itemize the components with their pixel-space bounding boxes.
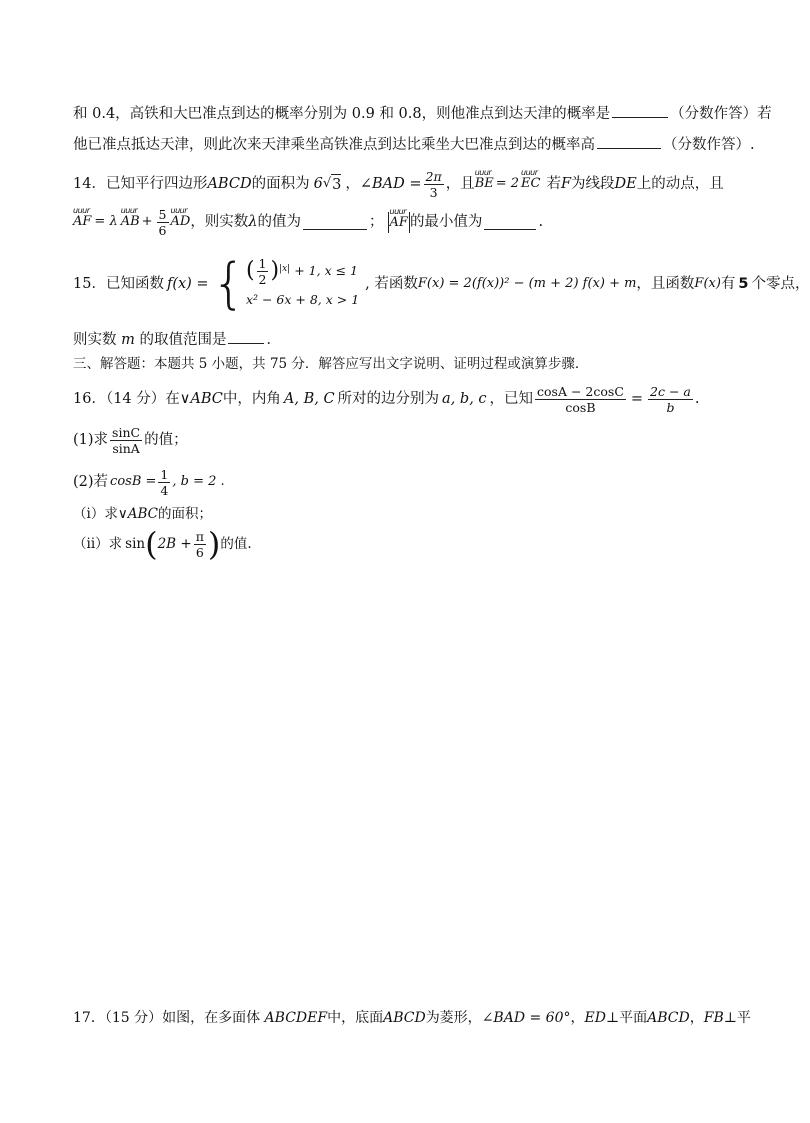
q16-lhs-num: cosA − 2cosC [537, 383, 624, 399]
answer-blank-q15[interactable] [228, 329, 264, 344]
q17-poly: ABCDEF [264, 1010, 328, 1026]
q15-F: F(x) [694, 276, 721, 291]
section-3-heading: 三、解答题：本题共 5 小题，共 75 分．解答应写出文字说明、证明过程或演算步骤． [73, 356, 589, 372]
question-15 [73, 252, 810, 316]
q16ii-rest: 的值. [220, 536, 252, 552]
q16-rhs-num: 2c − a [650, 383, 691, 399]
q16-sides: a, b, c [442, 391, 487, 407]
q15b-m: m [121, 332, 135, 348]
q17-mid: 中，底面 [327, 1010, 384, 1026]
case-2: x² − 6x + 8, x > 1 [245, 291, 360, 307]
vector-af: uuur AF [73, 212, 91, 232]
q16ii-num: π [195, 528, 204, 544]
q14-area-value: 6 [313, 176, 323, 192]
q16p2-num: 1 [160, 466, 169, 482]
q14-eq-lambda: = λ [94, 214, 118, 229]
question-15-line-2 [73, 329, 281, 350]
q15b-end: ． [266, 332, 281, 348]
q17-fb: FB [703, 1010, 724, 1026]
sqrt-symbol: √ [322, 176, 332, 191]
q16p1-fraction [110, 425, 142, 456]
question-16 [73, 379, 699, 419]
q14-angle-num: 2π [425, 168, 442, 184]
q16-sides-text: 所对的边分别为 [337, 391, 440, 407]
q16-angles: A, B, C [283, 391, 335, 407]
case1-num: 1 [258, 255, 267, 271]
q16ii-fraction [194, 529, 206, 560]
q16i-label: （i）求∨ [73, 506, 128, 522]
q17-ed: ED [584, 1010, 606, 1026]
q16ii-sin: sin [125, 536, 146, 552]
question-16-sub-i [73, 504, 212, 524]
q16p2-cos: cosB = [110, 474, 157, 489]
q17-c2: ， [689, 1010, 704, 1026]
q16p2-label: (2)若 [73, 474, 109, 490]
q16i-rest: 的面积； [157, 506, 212, 522]
q15-zeros-a: 有 [720, 276, 736, 292]
q14-point-f: F [560, 176, 572, 192]
q16ii-label: （ii）求 [73, 536, 123, 552]
q14-end: . [538, 214, 544, 230]
q14-minval: 的最小值为 [409, 214, 483, 230]
q14-angle-fraction [424, 169, 444, 200]
q14-coef-den: 6 [158, 222, 167, 238]
q14-de: DE [614, 176, 637, 192]
q16p1-den: sinA [112, 440, 140, 456]
q17-angle: ∠BAD = 60° [481, 1010, 571, 1026]
line1-tail: （分数作答）若 [670, 106, 772, 122]
piecewise-cases [246, 256, 359, 313]
q17-abcd2: ABCD [647, 1010, 690, 1026]
case1-den: 2 [258, 271, 267, 287]
vector-be: uuur BE [475, 174, 494, 194]
q14-abcd: ABCD [207, 176, 252, 192]
q16-end: . [694, 391, 700, 407]
abs-af [388, 212, 410, 233]
vector-af-abs: uuur AF [390, 213, 408, 233]
q14-semi: ； [369, 214, 384, 230]
q14-moving: 上的动点，且 [636, 176, 724, 192]
q17-text: 17．（15 分）如图，在多面体 [73, 1010, 261, 1026]
q15-tail: ，且函数 [636, 276, 695, 292]
q14-angle: ∠BAD = [359, 176, 422, 192]
question-16-part-2 [73, 464, 225, 500]
q14-seg: 为线段 [571, 176, 615, 192]
question-16-part-1 [73, 422, 188, 458]
piecewise-brace: { [211, 252, 246, 315]
line2-tail: （分数作答）. [663, 137, 755, 153]
q16p1-label: (1)求 [73, 432, 109, 448]
q14-ruo: 若 [546, 176, 561, 192]
question-14-line-1: 14．已知平行四边形 ABCD 的面积为 6 √ 3 ， ∠BAD = $\frac{2\pi}{3}$ ，且 uuur BE = 2 uuur EC 若 F 为线段 DE 上的动点，且 [73, 166, 724, 202]
q14-and: ，且 [445, 176, 475, 192]
vector-ec: uuur EC [521, 174, 540, 194]
q15-zeros-n: 5 [738, 276, 749, 292]
q14-angle-den: 3 [429, 184, 438, 200]
q17-abcd: ABCD [383, 1010, 426, 1026]
q15-mid: , 若函数 [365, 276, 418, 292]
q16-lhs-fraction [535, 384, 626, 415]
q15-fx: f(x) = [166, 276, 209, 292]
answer-blank-q14-2[interactable] [484, 215, 536, 230]
q16-rhs-fraction [648, 384, 693, 415]
q17-perp2: ⊥平 [723, 1010, 751, 1026]
q16p2-fraction [158, 467, 170, 498]
question-14-line-2 [73, 204, 543, 240]
vector-ab: uuur AB [121, 212, 140, 232]
q17-rhombus: 为菱形， [425, 1010, 482, 1026]
line1-text: 和 0.4，高铁和大巴准点到达的概率分别为 0.9 和 0.8，则他准点到达天津的概率是 [73, 106, 611, 122]
q14-area-root: 3 [331, 174, 341, 195]
text-line-1 [73, 103, 772, 124]
q16-lhs-den: cosB [565, 399, 596, 415]
q14-coef-fraction [157, 207, 169, 238]
q16p1-rest: 的值； [144, 432, 188, 448]
q17-c1: ， [570, 1010, 585, 1026]
q16ii-den: 6 [195, 544, 204, 560]
q14-coef-num: 5 [158, 206, 167, 222]
q14-then: ，则实数 [190, 214, 249, 230]
case1-fraction [257, 256, 269, 287]
vector-ad: uuur AD [171, 212, 191, 232]
q16i-abc: ABC [127, 506, 158, 522]
q14-be-eq: = 2 [495, 176, 520, 191]
question-16-sub-ii: （ii）求 sin ( 2B + $\frac{\pi}{6}$ ) 的值. [73, 525, 252, 563]
q15b-text: 则实数 [73, 332, 117, 348]
q15-lead: 15．已知函数 [73, 276, 164, 292]
q15-Fx: F(x) = 2(f(x))² − (m + 2) f(x) + m [417, 276, 637, 291]
q16-rhs-den: b [666, 399, 675, 415]
text-line-2 [73, 134, 755, 155]
q14-area-text: 的面积为 [251, 176, 310, 192]
q14-lambda: λ [248, 214, 258, 230]
case1-rest: + 1, x ≤ 1 [294, 263, 358, 278]
q15b-rest: 的取值范围是 [139, 332, 227, 348]
q15-zeros-b: 个零点， [751, 276, 810, 292]
q16-mid: 中，内角 [222, 391, 281, 407]
answer-blank-2[interactable] [597, 134, 661, 149]
answer-blank-q14-1[interactable] [303, 215, 367, 230]
q16-known: ，已知 [489, 391, 534, 407]
line2-text: 他已准点抵达天津，则此次来天津乘坐高铁准点到达比乘坐大巴准点到达的概率高 [73, 137, 595, 153]
q16ii-inner: 2B + [157, 536, 192, 552]
q14-val: 的值为 [257, 214, 302, 230]
answer-blank-1[interactable] [612, 103, 668, 118]
q16-abc: ABC [190, 391, 223, 407]
q17-perp1: ⊥平面 [605, 1010, 648, 1026]
question-17 [73, 1008, 751, 1028]
q16-lead: 16．（14 分）在∨ [73, 391, 191, 407]
q16p2-rest: , b = 2 . [172, 474, 225, 489]
q14-plus: + [141, 214, 153, 229]
q16-eq: = [630, 391, 644, 407]
case1-exp: |x| [279, 263, 291, 274]
case-1: ( $\frac{1}{2}$ ) $^{|x|}$ + 1, x ≤ 1 [245, 255, 358, 287]
q16p1-num: sinC [112, 424, 141, 440]
q16p2-den: 4 [160, 482, 169, 498]
q14-lead: 14．已知平行四边形 [73, 176, 208, 192]
